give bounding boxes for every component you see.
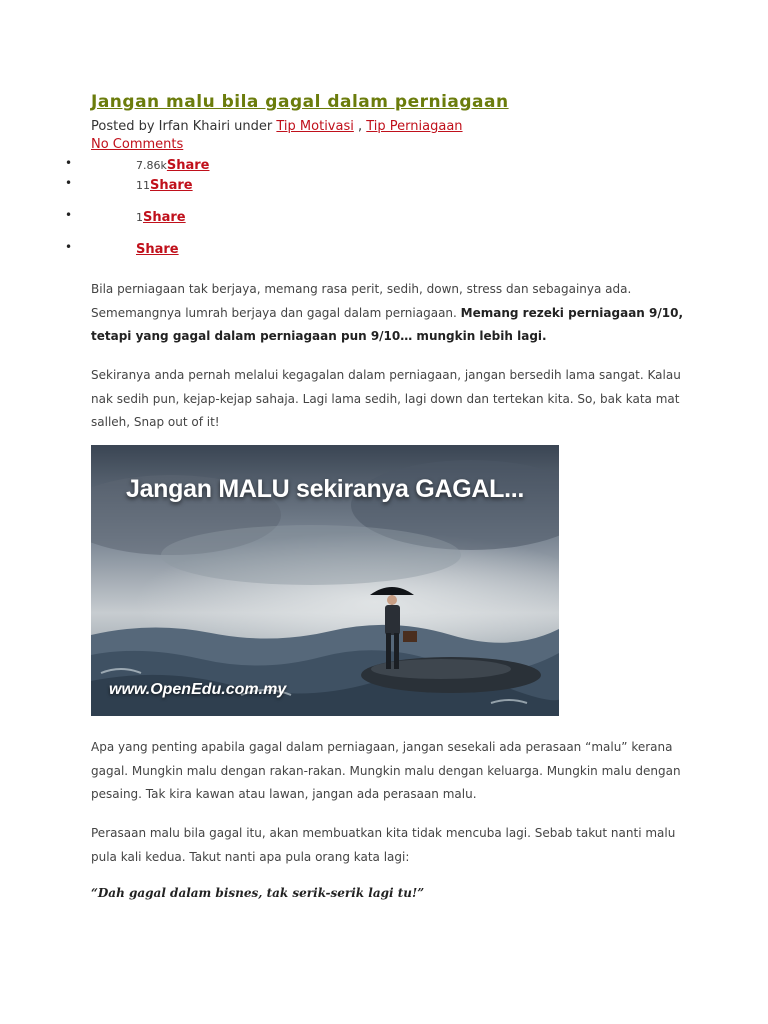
share-counter: [136, 210, 186, 225]
share-item: [0, 208, 300, 226]
paragraph-intro-bold: Memang rezeki perniagaan 9/10, tetapi yang gagal dalam perniagaan pun 9/10… mungkin lebih lagi.: [91, 305, 683, 343]
posted-by-text: Posted by Irfan Khairi under: [91, 119, 277, 134]
share-counter: [136, 178, 193, 193]
comments-link[interactable]: No Comments: [91, 137, 184, 152]
paragraph-jangan-malu: Apa yang penting apabila gagal dalam perniagaan, jangan sesekali ada perasaan “malu” kerana gagal. Mungkin malu dengan rakan-rakan. Mungkin malu dengan keluarga. Mungkin malu dengan pesaing. Tak kira kawan atau lawan, jangan ada perasaan malu.: [91, 740, 681, 801]
bullet-icon: •: [65, 176, 73, 190]
hero-headline: Jangan MALU sekiranya GAGAL...: [125, 475, 525, 503]
paragraph-perasaan-malu: Perasaan malu bila gagal itu, akan membuatkan kita tidak mencuba lagi. Sebab takut nanti malu pula kali kedua. Takut nanti apa pula orang kata lagi:: [91, 826, 676, 864]
share-item: [0, 156, 300, 174]
quote-text: “Dah gagal dalam bisnes, tak serik-serik lagi tu!”: [91, 886, 425, 900]
share-button[interactable]: Share: [143, 210, 186, 225]
category-separator: ,: [353, 119, 367, 134]
bullet-icon: •: [65, 156, 73, 170]
category-link-tip-perniagaan[interactable]: Tip Perniagaan: [366, 119, 463, 134]
paragraph-snap-out: Sekiranya anda pernah melalui kegagalan dalam perniagaan, jangan bersedih lama sangat. Kalau nak sedih pun, kejap-kejap sahaja. Lagi lama sedih, lagi down dan tertekan kita. So, bak kata mat salleh, Snap out of it!: [91, 368, 681, 429]
category-link-tip-motivasi[interactable]: Tip Motivasi: [276, 119, 354, 134]
share-count-value: 11: [136, 179, 150, 192]
share-button[interactable]: Share: [150, 178, 193, 193]
paragraph-intro-text: Bila perniagaan tak berjaya, memang rasa perit, sedih, down, stress dan sebagainya ada. Sememangnya lumrah berjaya dan gagal dalam perniagaan.: [91, 282, 632, 320]
share-item: [0, 240, 300, 258]
share-count-value: 7.86k: [136, 159, 167, 172]
share-count-value: 1: [136, 211, 143, 224]
bullet-icon: •: [65, 240, 73, 254]
bullet-icon: •: [65, 208, 73, 222]
share-button[interactable]: Share: [166, 158, 210, 173]
share-button[interactable]: Share: [136, 242, 179, 257]
post-meta: [91, 119, 463, 134]
paragraph-intro: [91, 278, 691, 349]
comments-row: [91, 137, 183, 152]
share-item: [0, 176, 300, 194]
share-counter: [136, 242, 179, 257]
share-counter: [136, 158, 210, 173]
post-title[interactable]: Jangan malu bila gagal dalam perniagaan: [91, 92, 509, 112]
hero-watermark: www.OpenEdu.com.my: [109, 681, 287, 698]
hero-image: [91, 445, 559, 716]
